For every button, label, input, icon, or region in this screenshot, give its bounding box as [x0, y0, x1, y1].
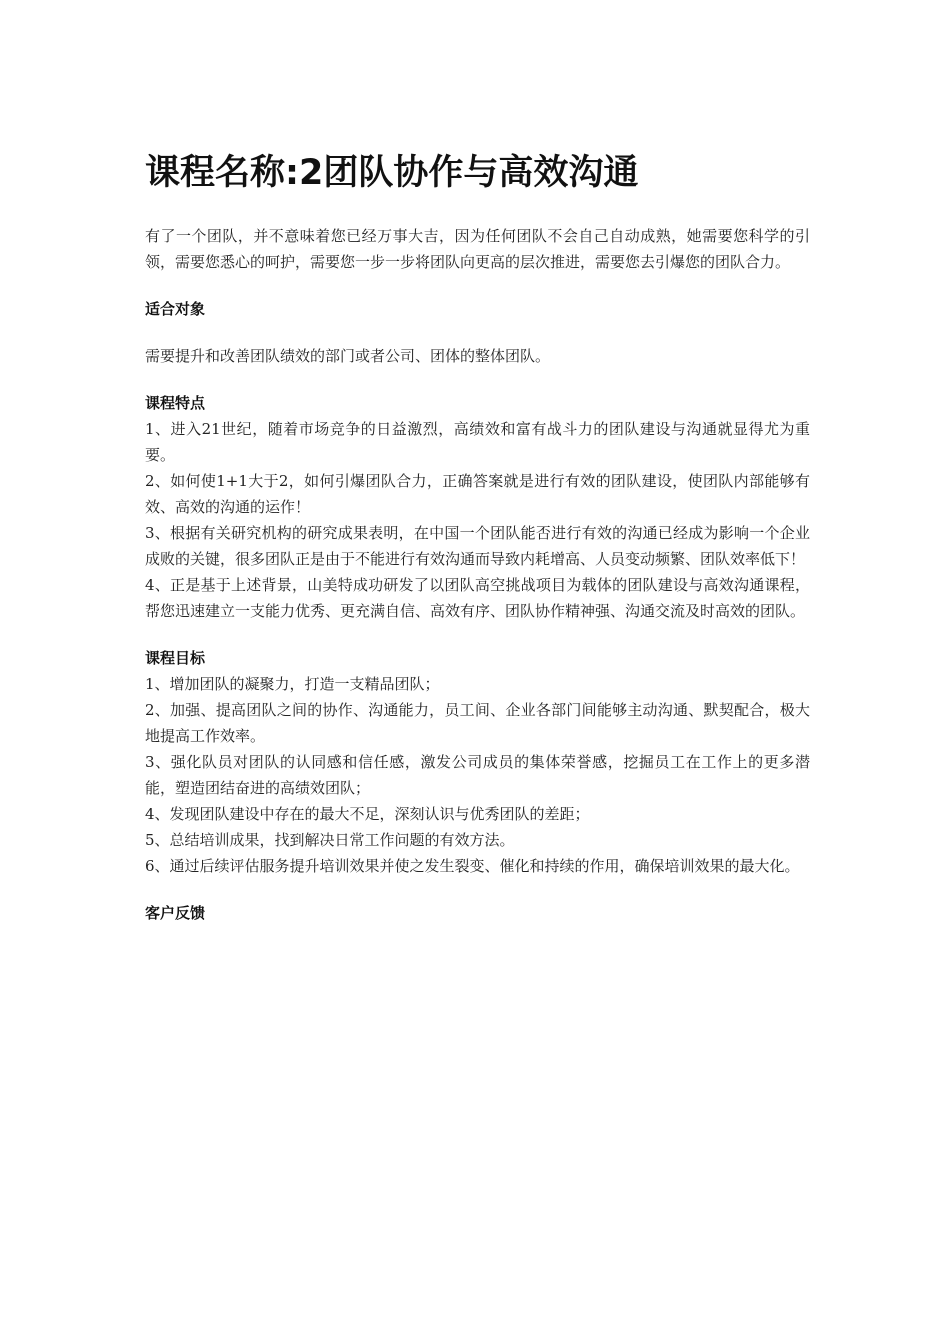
audience-paragraph: 需要提升和改善团队绩效的部门或者公司、团体的整体团队。	[145, 347, 551, 365]
list-item: 3、根据有关研究机构的研究成果表明，在中国一个团队能否进行有效的沟通已经成为影响一个企业成败的关键，很多团队正是由于不能进行有效沟通而导致内耗增高、人员变动频繁、团队效率低下！	[145, 524, 810, 568]
section-heading-goals: 课程目标	[145, 649, 206, 667]
section-heading-features: 课程特点	[145, 394, 206, 412]
list-item: 2、如何使1+1大于2，如何引爆团队合力，正确答案就是进行有效的团队建设，使团队内部能够有效、高效的沟通的运作！	[145, 472, 810, 516]
list-item: 5、总结培训成果，找到解决日常工作问题的有效方法。	[145, 831, 515, 849]
list-item: 2、加强、提高团队之间的协作、沟通能力，员工间、企业各部门间能够主动沟通、默契配合，极大地提高工作效率。	[145, 701, 810, 745]
list-item: 4、发现团队建设中存在的最大不足，深刻认识与优秀团队的差距；	[145, 805, 590, 823]
list-item: 6、通过后续评估服务提升培训效果并使之发生裂变、催化和持续的作用，确保培训效果的最大化。	[145, 857, 800, 875]
features-list	[145, 416, 810, 624]
list-item: 1、增加团队的凝聚力，打造一支精品团队；	[145, 675, 440, 693]
list-item: 3、强化队员对团队的认同感和信任感，激发公司成员的集体荣誉感，挖掘员工在工作上的更多潜能，塑造团结奋进的高绩效团队；	[145, 753, 810, 797]
document-page	[145, 150, 810, 926]
goals-list	[145, 671, 810, 879]
section-heading-feedback: 客户反馈	[145, 904, 206, 922]
section-heading-audience: 适合对象	[145, 300, 206, 318]
document-title: 课程名称:2团队协作与高效沟通	[145, 153, 639, 193]
intro-paragraph: 有了一个团队，并不意味着您已经万事大吉，因为任何团队不会自己自动成熟，她需要您科学的引领，需要您悉心的呵护，需要您一步一步将团队向更高的层次推进，需要您去引爆您的团队合力。	[145, 227, 810, 271]
list-item: 4、正是基于上述背景，山美特成功研发了以团队高空挑战项目为载体的团队建设与高效沟通课程，帮您迅速建立一支能力优秀、更充满自信、高效有序、团队协作精神强、沟通交流及时高效的团队。	[145, 576, 810, 620]
list-item: 1、进入21世纪，随着市场竞争的日益激烈，高绩效和富有战斗力的团队建设与沟通就显得尤为重要。	[145, 420, 810, 464]
